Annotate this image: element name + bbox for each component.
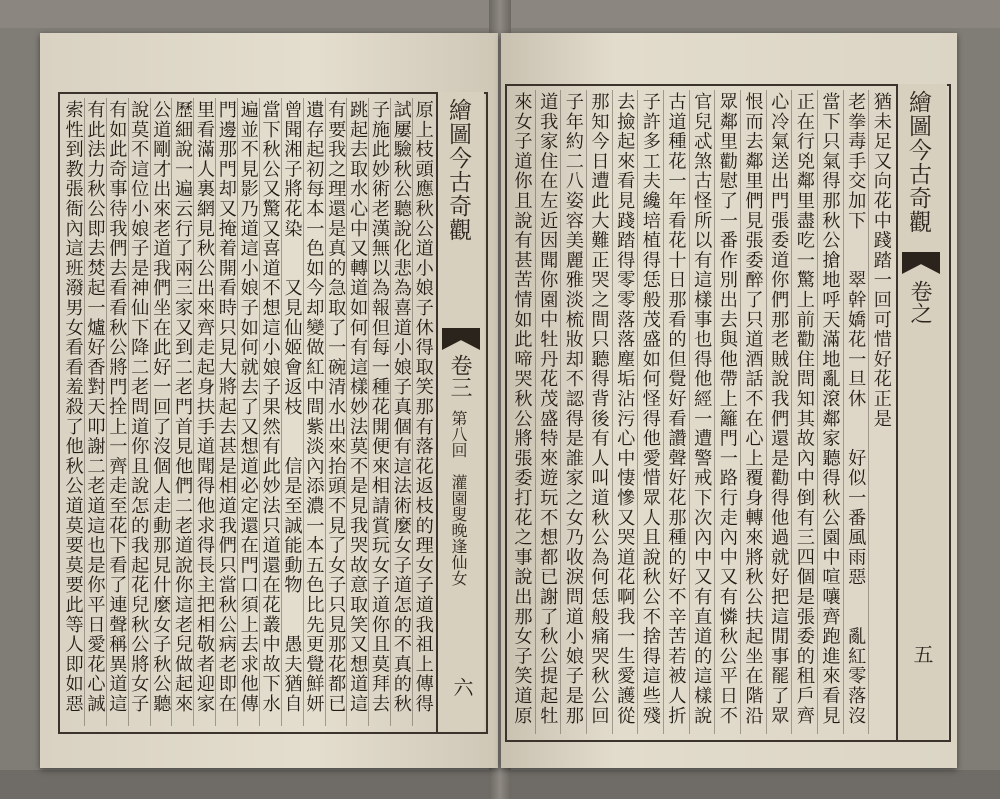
column-rule: [193, 98, 194, 726]
text-column: 門邊那門却又掩着開看時只見大將起去甚是相道我們只當秋公病老即在: [215, 100, 237, 714]
text-column: 有要我之理還是真的急取了一碗清水出來抬頭不見了女子只見那花都已: [325, 100, 347, 714]
column-rule: [325, 98, 326, 726]
column-rule: [215, 98, 216, 726]
right-margin-column: [896, 84, 947, 740]
column-rule: [84, 98, 85, 726]
text-column: 有如此奇事待我們去看看秋公將門拴上一齊走至花下看了連聲稱異道這: [106, 100, 128, 714]
column-rule: [843, 90, 844, 734]
text-column: 遺存起初每本一色如今却變做紅中間紫淡內添濃一本五色比先更覺鮮妍: [303, 100, 325, 714]
column-rule: [766, 90, 767, 734]
right-running-title: 繪圖今古奇觀: [905, 90, 931, 234]
column-rule: [586, 90, 587, 734]
text-column: 子年約二八姿容美麗雅淡梳妝却不認得是誰家之女乃收淚問道小娘子是那: [562, 92, 584, 726]
column-rule: [740, 90, 741, 734]
column-rule: [817, 90, 818, 734]
left-chapter-title: 第八回 灌園叟晚逢仙女: [449, 410, 468, 586]
text-column: 子許多工夫纔培植得恁般茂盛如何怪得他愛惜眾人且說秋公不捨得這些殘: [639, 92, 661, 726]
column-rule: [128, 98, 129, 726]
text-column: 去撿起來看見踐踏得零零落落塵垢沾污心中悽慘又哭道花啊我一生愛護從: [614, 92, 636, 726]
left-margin-column: [436, 92, 484, 732]
text-column: 跳起去取水心中又轉道如何有這樣妙法莫不是見我哭故意取笑又想道這: [347, 100, 369, 714]
left-volume-label: 卷三: [447, 354, 472, 398]
column-rule: [171, 98, 172, 726]
column-rule: [259, 98, 260, 726]
left-page-number: 六: [450, 677, 474, 697]
text-column: 公道剛才出來老道我們坐在此好一回了沒個人走動那見什麼女子秋公聽: [150, 100, 172, 714]
text-column: 眾鄰里勸慰了一番作別出去與他帶上籬門一路行走內中又有憐秋公平日不: [716, 92, 738, 726]
column-rule: [637, 90, 638, 734]
text-column: 恨而去鄰里們見張委醉了只道酒話不在心上覆身轉來將秋公扶起坐在階沿: [742, 92, 764, 726]
column-rule: [714, 90, 715, 734]
column-rule: [560, 90, 561, 734]
text-column: 遍並不見影乃道這小娘子如何就去了又想道必定還在門口須上去求他傳: [237, 100, 259, 714]
text-column: 索性到教張衙內這班潑男女看看羞殺了他秋公道莫要莫要此等人即如惡: [62, 100, 84, 714]
text-column: 老拳毒手交加下 翠幹嬌花一旦休 好似一番風雨惡 亂紅零落沒: [845, 92, 867, 726]
text-column: 正在行兇鄰里盡吃一驚上前勸住問知其故內中倒有三四個是張委的租戶齊: [793, 92, 815, 726]
text-column: 古道種花一年看花十日那看的但覺好看讚聲好花那種的好不辛苦若被人折: [665, 92, 687, 726]
column-rule: [612, 90, 613, 734]
column-rule: [791, 90, 792, 734]
text-column: 歷細說一遍云行了兩三家又到二老門首見他們二老道說你這老兒做起來: [172, 100, 194, 714]
text-column: 說莫不這位小娘子是神仙下降二老問道你且說怎的我起花兒秋公將女子: [128, 100, 150, 714]
column-rule: [368, 98, 369, 726]
fish-tail-ornament: [902, 252, 940, 274]
text-column: 子施此妙術老漢無以為報但每一種花開便來相請賞玩女子道你且莫拜去: [368, 100, 390, 714]
text-column: 當下秋公又驚又喜道不想這小娘子果然有此妙法只道還在花叢中故下水: [259, 100, 281, 714]
column-rule: [303, 98, 304, 726]
text-column: 道我家住在左近因聞你園中牡丹花茂盛特來遊玩不想都已謝了秋公提起牡: [537, 92, 559, 726]
column-rule: [868, 90, 869, 734]
text-column: 試屢驗秋公聽說化悲為喜道小娘子真個有這法術麼女子道怎的不真的秋: [390, 100, 412, 714]
left-running-title: 繪圖今古奇觀: [445, 98, 471, 242]
right-page-number: 五: [910, 644, 934, 664]
text-column: 曾聞湘子將花染 又見仙姬會返枝 信是至誠能動物 愚夫猶自: [281, 100, 303, 714]
right-volume-label: 卷之: [907, 280, 932, 324]
text-column: 官兒忒煞古怪所以有這樣事也得他經一遭警戒下次內中又有直道的這樣說: [691, 92, 713, 726]
column-rule: [150, 98, 151, 726]
text-column: 有此法力秋公即去焚起一爐好香對天叩謝二老道這也是你平日愛花心誠: [84, 100, 106, 714]
column-rule: [535, 90, 536, 734]
column-rule: [412, 98, 413, 726]
text-column: 那知今日遭此大難正哭之間只聽得背後有人叫道秋公為何恁般痛哭秋公回: [588, 92, 610, 726]
text-column: 猶未足又向花中踐踏一回可惜好花正是: [870, 92, 892, 429]
text-column: 心冷氣送出門張委道你們那老賊說我們還是勸得他過就好把這閒事罷了眾: [768, 92, 790, 726]
text-column: 來女子道你且說有甚苦情如此啼哭秋公將張委打花之事說出那女子笑道原: [511, 92, 533, 726]
column-rule: [346, 98, 347, 726]
column-rule: [689, 90, 690, 734]
text-column: 里看滿人裏網見秋公出來齊走起身扶手道聞得他求得長主把相敬者迎家: [193, 100, 215, 714]
column-rule: [390, 98, 391, 726]
text-column: 原上枝頭應秋公道小娘子休得取笑那有落花返枝的理女子道我祖上傳得: [412, 100, 434, 714]
text-column: 當下只氣得那秋公搶地呼天滿地亂滾鄰家聽得秋公園中喧嚷齊跑進來看見: [819, 92, 841, 726]
column-rule: [237, 98, 238, 726]
column-rule: [663, 90, 664, 734]
fish-tail-ornament: [442, 328, 480, 350]
